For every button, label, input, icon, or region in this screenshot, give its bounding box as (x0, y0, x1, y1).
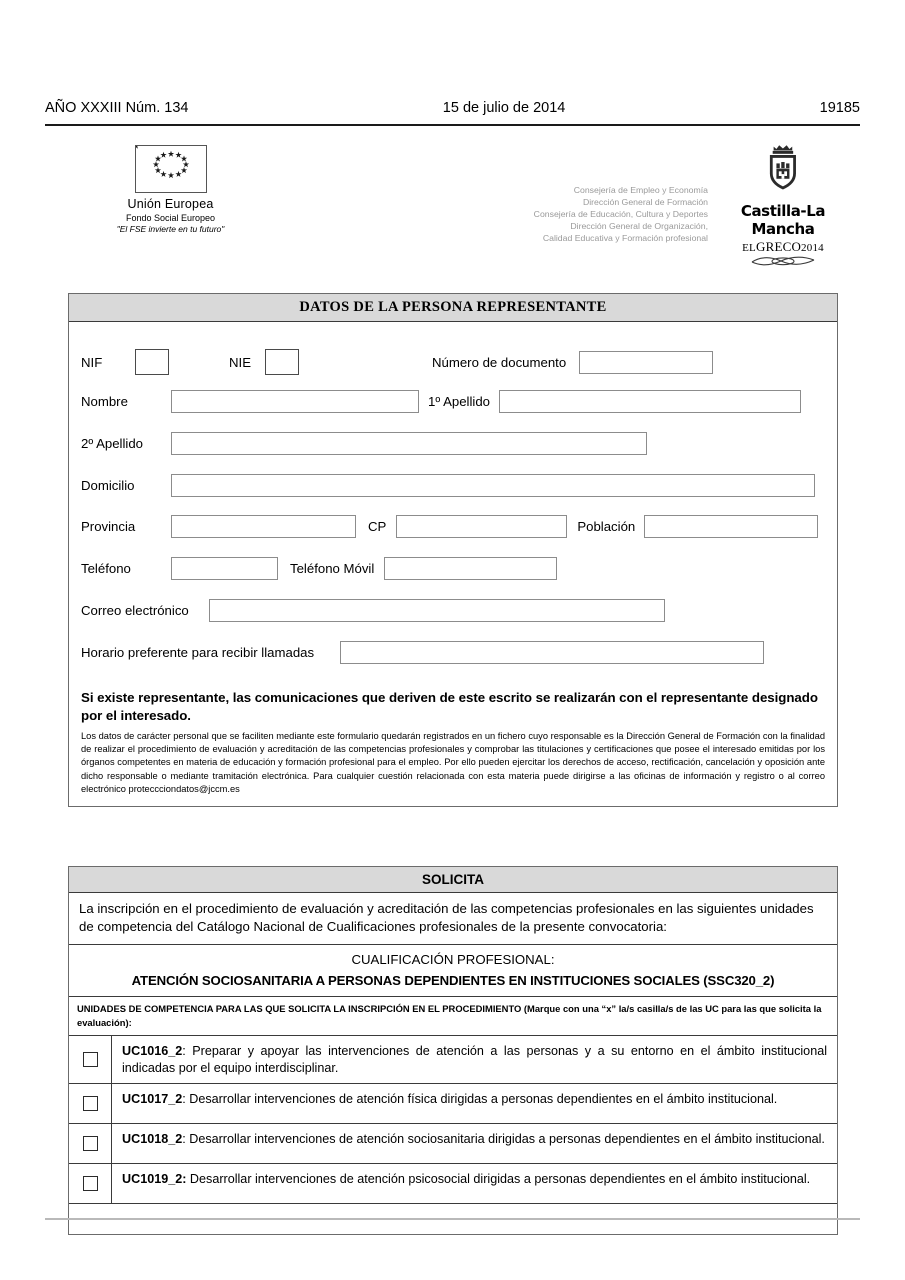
apellido2-label: 2º Apellido (81, 435, 144, 451)
row-provincia (81, 506, 825, 547)
row-domicilio (81, 464, 825, 506)
header-rule (45, 124, 860, 126)
coat-of-arms-icon (755, 142, 811, 196)
movil-input[interactable] (384, 557, 557, 580)
poblacion-label: Población (577, 519, 636, 534)
castilla-la-mancha-logo (724, 142, 842, 273)
section-heading-solicita: SOLICITA (69, 867, 837, 893)
solicita-section (68, 866, 838, 1235)
uc-list-item[interactable] (69, 1084, 837, 1124)
nie-label: NIE (229, 354, 251, 370)
row-apellido2 (81, 422, 825, 464)
cp-input[interactable] (396, 515, 567, 538)
logo-band (45, 142, 860, 252)
uc-list-item[interactable] (69, 1036, 837, 1085)
uc-description (112, 1036, 837, 1084)
solicita-intro-text: La inscripción en el procedimiento de evaluación y acreditación de las competencias profesionales en las siguientes unidades de competencia del Catálogo Nacional de Cualificaciones profesionales de la presente convocatoria: (69, 893, 837, 945)
uc-list-item[interactable] (69, 1164, 837, 1204)
telefono-input[interactable] (171, 557, 278, 580)
issue-date: 15 de julio de 2014 (442, 100, 566, 116)
row-correo (81, 589, 825, 631)
swirl-ornament-icon (748, 255, 818, 268)
uc-text-body: Desarrollar intervenciones de atención psicosocial dirigidas a personas dependientes en el ámbito institucional. (189, 1172, 811, 1187)
representative-form-body (69, 322, 837, 682)
correo-input[interactable] (209, 599, 665, 622)
eu-logo-title: Unión Europea (127, 197, 214, 211)
page-number: 19185 (819, 100, 860, 116)
uc-checkbox-uc1017-2[interactable] (83, 1096, 98, 1111)
uc-text-body: Desarrollar intervenciones de atención sociosanitaria dirigidas a personas dependientes en el ámbito institucional. (189, 1132, 825, 1147)
uc-description (112, 1164, 837, 1203)
clm-campaign-label (724, 239, 842, 255)
uc-code: UC1019_2: (122, 1172, 187, 1187)
uc-separator: : (182, 1092, 190, 1107)
campaign-prefix: EL (742, 242, 756, 254)
nombre-label: Nombre (81, 393, 128, 409)
uc-code: UC1016_2 (122, 1043, 183, 1058)
uc-text-body: Preparar y apoyar las intervenciones de atención a las personas y a su entorno en el ámbito institucional indicadas por el equipo interdisciplinar. (122, 1043, 827, 1075)
row-identification (81, 322, 825, 380)
documento-input[interactable] (579, 351, 713, 374)
eu-logo (103, 145, 238, 234)
section-heading-representative: DATOS DE LA PERSONA REPRESENTANTE (69, 294, 837, 322)
uc-code: UC1018_2 (122, 1132, 183, 1147)
nif-label: NIF (81, 354, 103, 370)
row-nombre (81, 380, 825, 422)
uc-separator: : (182, 1043, 193, 1058)
correo-label: Correo electrónico (81, 602, 189, 618)
uc-list-item[interactable] (69, 1124, 837, 1164)
consejeria-line-4: Dirección General de Organización, (570, 221, 708, 231)
nombre-input[interactable] (171, 390, 419, 413)
provincia-input[interactable] (171, 515, 356, 538)
eu-logo-subtitle: Fondo Social Europeo (125, 213, 216, 223)
row-horario (81, 631, 825, 674)
uc-separator: : (182, 1132, 190, 1147)
consejeria-line-5: Calidad Educativa y Formación profesional (542, 233, 708, 243)
consejeria-line-1: Consejería de Empleo y Economía (573, 185, 708, 195)
nif-checkbox[interactable] (135, 349, 169, 375)
qualification-name: ATENCIÓN SOCIOSANITARIA A PERSONAS DEPENDIENTES EN INSTITUCIONES SOCIALES (SSC320_2) (131, 973, 775, 989)
apellido1-label: 1º Apellido (428, 393, 491, 409)
campaign-main: GRECO (755, 239, 802, 254)
footer-rule (45, 1218, 860, 1220)
telefono-label: Teléfono (81, 560, 131, 576)
uc-checkbox-uc1018-2[interactable] (83, 1136, 98, 1151)
eu-logo-slogan: "El FSE invierte en tu futuro" (116, 224, 225, 234)
domicilio-label: Domicilio (81, 477, 135, 493)
uc-checkbox-cell[interactable] (69, 1124, 112, 1163)
movil-label: Teléfono Móvil (290, 560, 375, 576)
cp-label: CP (368, 519, 387, 534)
uc-description (112, 1124, 837, 1163)
qualification-label: CUALIFICACIÓN PROFESIONAL: (351, 952, 555, 968)
consejeria-line-2: Dirección General de Formación (582, 197, 708, 207)
poblacion-input[interactable] (644, 515, 818, 538)
provincia-label: Provincia (81, 519, 136, 534)
uc-checkbox-uc1019-2[interactable] (83, 1176, 98, 1191)
privacy-statement: Los datos de carácter personal que se faciliten mediante este formulario quedarán registrados en un fichero cuyo responsable es la Dirección General de Formación con la finalidad de realizar el procedimiento de evaluación y acreditación de las competencias profesionales y comprobar las titulaciones y certificaciones que posee el interesado emitidas por los órganos competentes en materia de educación y formación profesional para el empleo. Por ello pueden ejercitar los derechos de acceso, rectificación, cancelación y oposición ante dicho responsable o mediante tramitación electrónica. Para cualquier cuestión relacionada con esta materia puede dirigirse a las oficinas de información y registro o al correo electrónico proteccciondatos@jccm.es (81, 731, 825, 794)
horario-input[interactable] (340, 641, 764, 664)
domicilio-input[interactable] (171, 474, 815, 497)
uc-checkbox-cell[interactable] (69, 1084, 112, 1123)
clm-logo-name: Castilla-La Mancha (740, 202, 826, 238)
uc-description (112, 1084, 837, 1123)
eu-flag-icon (135, 145, 207, 193)
representative-data-section (68, 293, 838, 807)
qualification-block (69, 945, 837, 997)
apellido2-input[interactable] (171, 432, 647, 455)
uc-instruction-text: UNIDADES DE COMPETENCIA PARA LAS QUE SOLICITA LA INSCRIPCIÓN EN EL PROCEDIMIENTO (Marque con una “x” la/s casilla/s de las UC para las que solicita la evaluación): (69, 997, 837, 1035)
representative-notice: Si existe representante, las comunicaciones que deriven de este escrito se realizarán con el representante designado por el interesado. (81, 690, 818, 723)
uc-checkbox-cell[interactable] (69, 1164, 112, 1203)
documento-label: Número de documento (432, 354, 567, 370)
uc-checkbox-cell[interactable] (69, 1036, 112, 1084)
consejeria-line-3: Consejería de Educación, Cultura y Deportes (533, 209, 708, 219)
consejeria-block (368, 184, 708, 244)
uc-text-body: Desarrollar intervenciones de atención física dirigidas a personas dependientes en el ámbito institucional. (189, 1092, 778, 1107)
uc-checkbox-uc1016-2[interactable] (83, 1052, 98, 1067)
uc-code: UC1017_2 (122, 1092, 183, 1107)
campaign-year: 2014 (801, 242, 824, 254)
page-running-head (45, 100, 860, 116)
nie-checkbox[interactable] (265, 349, 299, 375)
row-telefono (81, 547, 825, 589)
issue-label: AÑO XXXIII Núm. 134 (45, 100, 189, 116)
horario-label: Horario preferente para recibir llamadas (81, 645, 315, 660)
apellido1-input[interactable] (499, 390, 801, 413)
